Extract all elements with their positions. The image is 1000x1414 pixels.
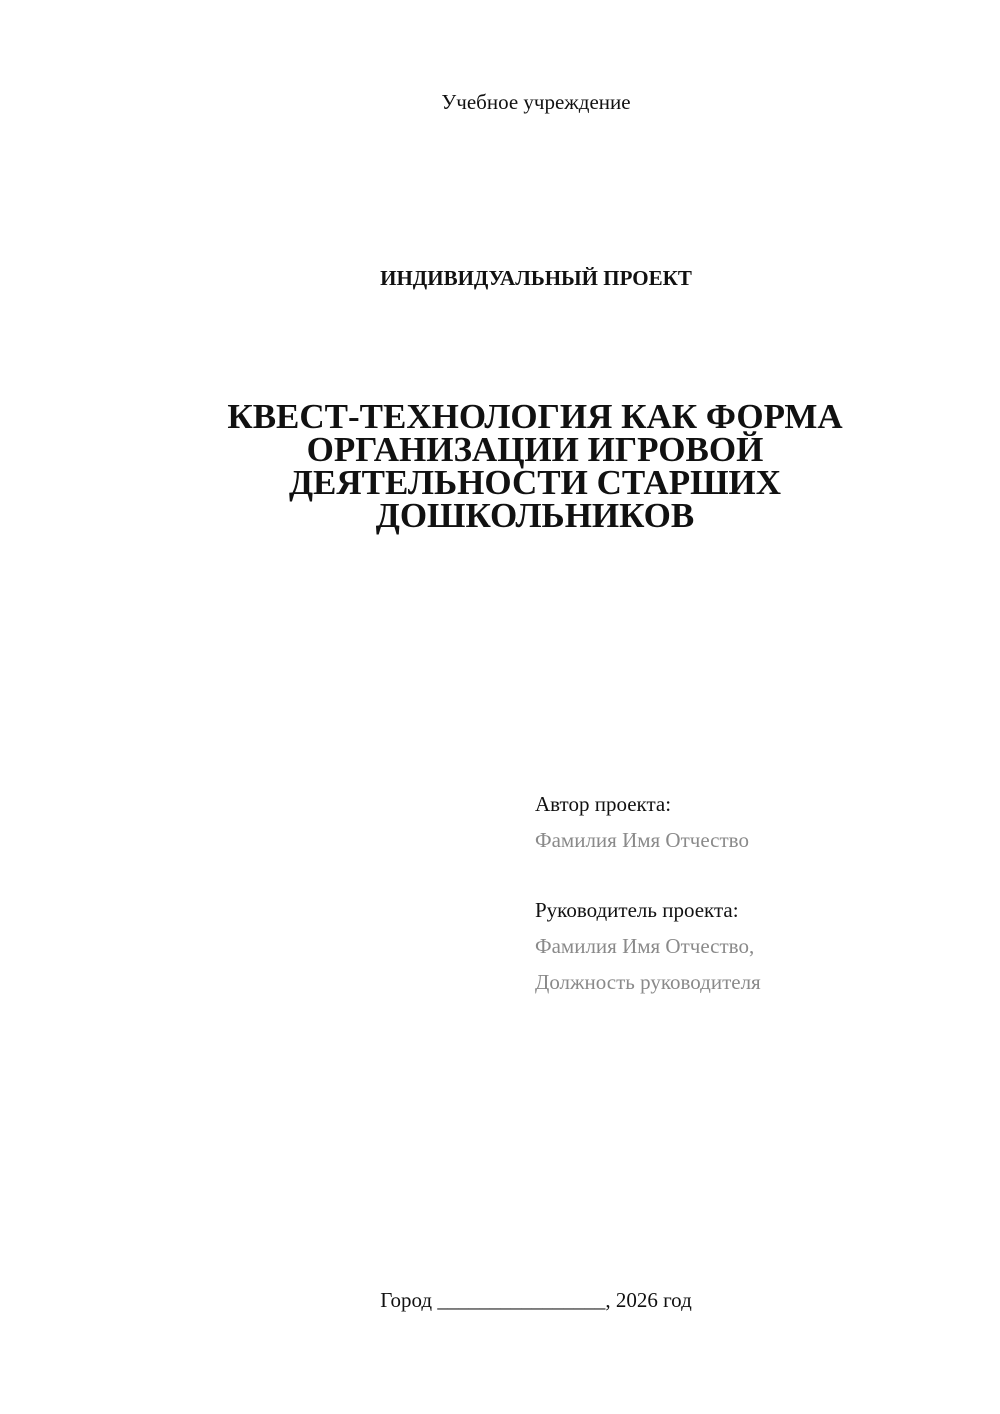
author-name-placeholder: Фамилия Имя Отчество (535, 828, 749, 852)
project-title-line: КВЕСТ-ТЕХНОЛОГИЯ КАК ФОРМА (227, 397, 843, 436)
project-title-line: ОРГАНИЗАЦИИ ИГРОВОЙ (306, 430, 764, 469)
institution-name: Учебное учреждение (441, 90, 631, 114)
project-title-line: ДОШКОЛЬНИКОВ (375, 496, 695, 535)
project-title (190, 397, 880, 535)
author-block (535, 786, 975, 858)
supervisor-position-placeholder: Должность руководителя (535, 970, 761, 994)
supervisor-name-placeholder: Фамилия Имя Отчество, (535, 934, 755, 958)
supervisor-label: Руководитель проекта: (535, 898, 739, 922)
author-label: Автор проекта: (535, 792, 672, 816)
document-type: ИНДИВИДУАЛЬНЫЙ ПРОЕКТ (380, 266, 692, 290)
supervisor-block (535, 892, 975, 1000)
project-title-line: ДЕЯТЕЛЬНОСТИ СТАРШИХ (288, 463, 782, 502)
city-year-line: Город ________________, 2026 год (380, 1288, 692, 1312)
